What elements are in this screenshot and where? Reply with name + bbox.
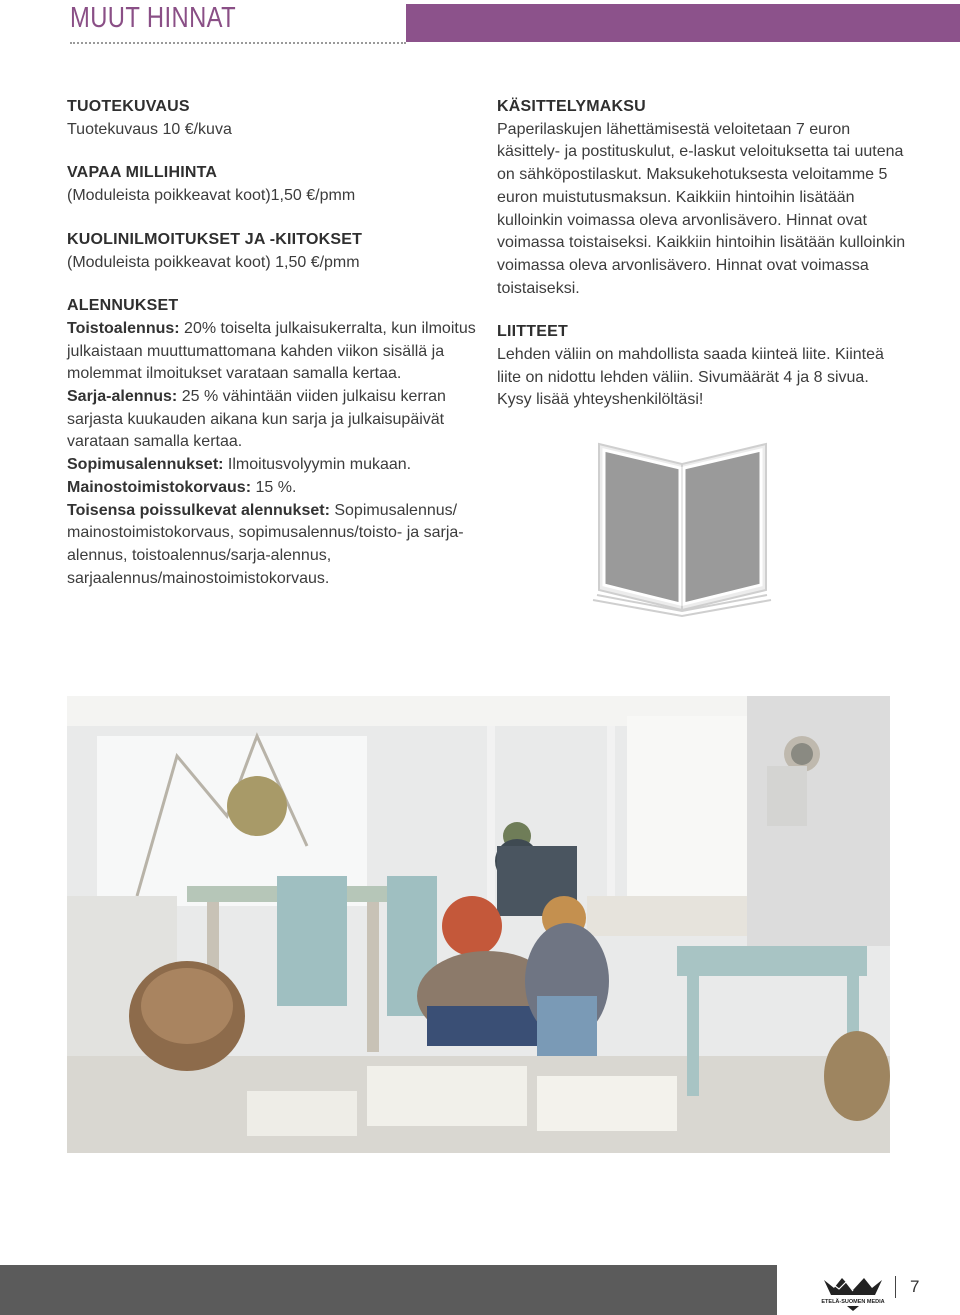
section-tuotekuvaus	[67, 96, 477, 141]
open-book-icon	[585, 432, 780, 622]
header-accent-bar	[406, 4, 960, 42]
footer-bar	[0, 1265, 777, 1315]
discount-label: Sopimusalennukset:	[67, 456, 224, 474]
section-alennukset	[67, 295, 477, 590]
section-text: Paperilaskujen lähettämisestä veloitetaan 7 euron käsittely- ja postituskulut, e-laskut veloituksetta tai uutena on sähköpostilaskut. Maksukehotuksesta veloitamme 5 euron muistutusmaksun. Kaikkiin hintoihin lisätään kulloinkin voimassa oleva arvonlisävero. Hinnat ovat voimassa toistaiseksi. Kaikkiin hintoihin lisätään kulloinkin voimassa oleva arvonlisävero. Hinnat ovat voimassa toistaiseksi.	[497, 120, 906, 297]
discount-exclusive	[67, 500, 477, 591]
discount-text: 25 % vähintään viiden julkaisu kerran sarjasta kuukauden aikana kun sarja ja julkaisupäivät varataan samalla kertaa.	[67, 388, 446, 451]
section-text: (Moduleista poikkeavat koot)1,50 €/pmm	[67, 187, 356, 205]
page-number: 7	[910, 1277, 920, 1296]
section-text: (Moduleista poikkeavat koot) 1,50 €/pmm	[67, 253, 360, 271]
family-photo	[67, 696, 890, 1153]
discount-contract	[67, 454, 477, 477]
right-column	[497, 96, 907, 433]
discount-agency	[67, 477, 477, 500]
section-kuolinilmoitukset	[67, 229, 477, 274]
discount-label: Sarja-alennus:	[67, 388, 178, 406]
section-heading: KUOLINILMOITUKSET JA -KIITOKSET	[67, 230, 363, 248]
discount-label: Toisensa poissulkevat alennukset:	[67, 501, 330, 519]
discount-series	[67, 386, 477, 454]
section-heading: ALENNUKSET	[67, 297, 179, 315]
footer-divider	[895, 1276, 896, 1298]
section-liitteet	[497, 321, 907, 412]
section-kasittelymaksu	[497, 96, 907, 300]
left-column	[67, 96, 477, 611]
discount-label: Mainostoimistokorvaus:	[67, 478, 252, 496]
page-title: MUUT HINNAT	[70, 2, 237, 34]
section-heading: TUOTEKUVAUS	[67, 98, 190, 115]
discount-text: Ilmoitusvolyymin mukaan.	[223, 456, 412, 474]
section-text: Lehden väliin on mahdollista saada kiinteä liite. Kiinteä liite on nidottu lehden väliin. Sivumäärät 4 ja 8 sivua. Kysy lisää yhteyshenkilöltäsi!	[497, 346, 884, 409]
section-vapaa-millihinta	[67, 162, 477, 207]
discount-repeat	[67, 318, 477, 386]
discount-text: 15 %.	[251, 478, 297, 496]
discount-text: 20% toiselta julkaisukerralta, kun ilmoitus julkaistaan muuttumattomana kahden viikon sisällä ja molemmat ilmoitukset varataan samalla kertaa.	[67, 319, 476, 383]
etela-suomen-media-logo	[820, 1270, 886, 1312]
section-heading: LIITTEET	[497, 323, 568, 341]
section-text: Tuotekuvaus 10 €/kuva	[67, 120, 232, 138]
section-heading: KÄSITTELYMAKSU	[497, 98, 646, 115]
section-heading: VAPAA MILLIHINTA	[67, 164, 218, 182]
header-dotted-rule	[70, 42, 406, 44]
logo-text: ETELÄ-SUOMEN MEDIA	[821, 1299, 885, 1305]
discount-label: Toistoalennus:	[67, 319, 180, 337]
discount-text: Sopimusalennus/ mainostoimistokorvaus, sopimusalennus/toisto- ja sarja-alennus, toistoalennus/sarja-alennus, sarjaalennus/mainostoimistokorvaus.	[67, 501, 464, 587]
